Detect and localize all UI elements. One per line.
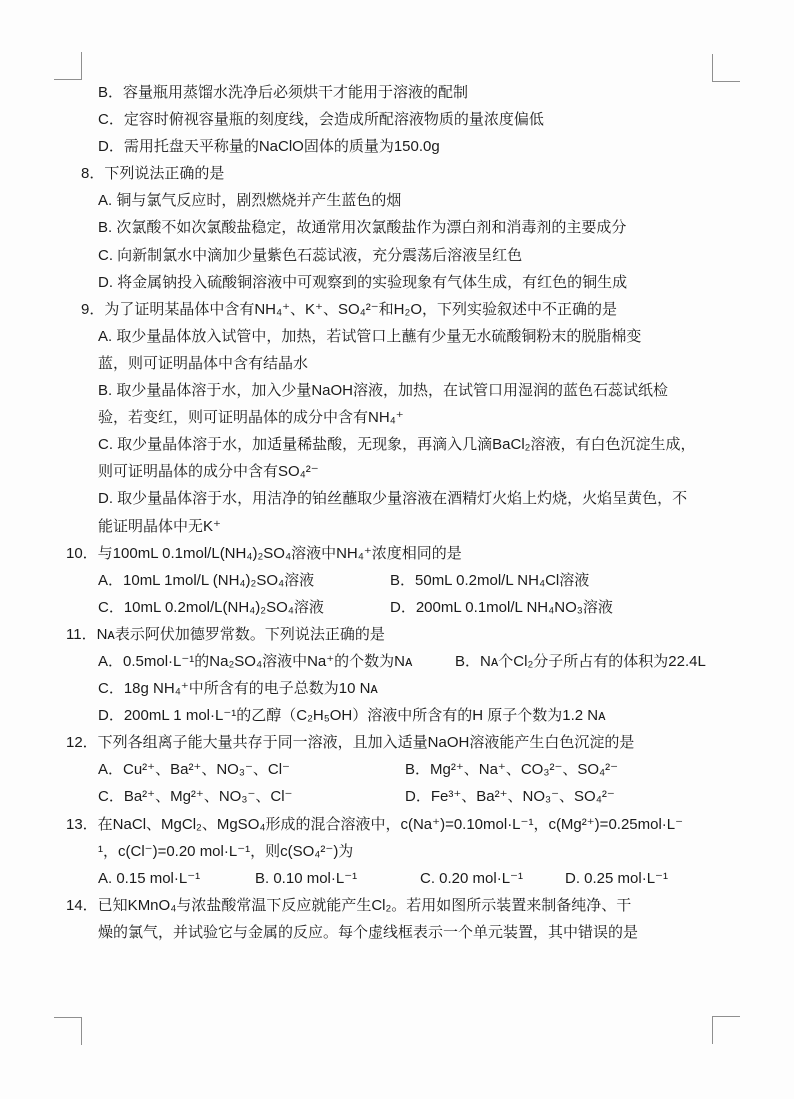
crop-mark-top-right: [712, 54, 740, 82]
crop-mark-top-left: [54, 52, 82, 80]
crop-mark-bottom-right: [712, 1016, 740, 1044]
question-11-option-a: A．0.5mol·L⁻¹的Na₂SO₄溶液中Na⁺的个数为Nᴀ: [98, 652, 413, 670]
question-9-option-d-line1: D. 取少量晶体溶于水，用洁净的铂丝蘸取少量溶液在酒精灯火焰上灼烧，火焰呈黄色，不: [98, 490, 688, 508]
crop-mark-bottom-left: [54, 1017, 82, 1045]
question-10-options-ab: [66, 567, 766, 594]
question-11-option-b: B．Nᴀ个Cl₂分子所占有的体积为22.4L: [455, 652, 706, 670]
question-12-option-d: D．Fe³⁺、Ba²⁺、NO₃⁻、SO₄²⁻: [405, 788, 615, 806]
question-13-option-c: C. 0.20 mol·L⁻¹: [420, 869, 523, 887]
exam-body: [66, 79, 766, 946]
question-10-option-b: B．50mL 0.2mol/L NH₄Cl溶液: [390, 571, 590, 589]
question-12-option-b: B．Mg²⁺、Na⁺、CO₃²⁻、SO₄²⁻: [405, 761, 619, 779]
question-12-option-c: C．Ba²⁺、Mg²⁺、NO₃⁻、Cl⁻: [98, 788, 293, 806]
question-10-stem: 10．与100mL 0.1mol/L(NH₄)₂SO₄溶液中NH₄⁺浓度相同的是: [66, 544, 462, 562]
question-8-option-a: A. 铜与氯气反应时，剧烈燃烧并产生蓝色的烟: [98, 192, 402, 210]
question-9-option-a-line1: A. 取少量晶体放入试管中，加热，若试管口上蘸有少量无水硫酸铜粉末的脱脂棉变: [98, 327, 642, 345]
question-12-stem: 12．下列各组离子能大量共存于同一溶液，且加入适量NaOH溶液能产生白色沉淀的是: [66, 734, 635, 752]
question-13-stem-line2: ¹，c(Cl⁻)=0.20 mol·L⁻¹，则c(SO₄²⁻)为: [98, 842, 354, 860]
question-9-option-b-line1: B. 取少量晶体溶于水，加入少量NaOH溶液，加热，在试管口用湿润的蓝色石蕊试纸检: [98, 382, 669, 400]
question-13-option-a: A. 0.15 mol·L⁻¹: [98, 869, 201, 887]
question-7-option-c: C．定容时俯视容量瓶的刻度线，会造成所配溶液物质的量浓度偏低: [98, 111, 544, 129]
question-13-option-b: B. 0.10 mol·L⁻¹: [255, 869, 358, 887]
question-12-options-cd: [66, 783, 766, 810]
question-8-option-b: B. 次氯酸不如次氯酸盐稳定，故通常用次氯酸盐作为漂白剂和消毒剂的主要成分: [98, 219, 627, 237]
question-9-option-a-line2: 蓝，则可证明晶体中含有结晶水: [98, 354, 309, 372]
question-12-option-a: A．Cu²⁺、Ba²⁺、NO₃⁻、Cl⁻: [98, 761, 290, 779]
question-8-option-d: D. 将金属钠投入硫酸铜溶液中可观察到的实验现象有气体生成，有红色的铜生成: [98, 273, 628, 291]
question-10-option-c: C．10mL 0.2mol/L(NH₄)₂SO₄溶液: [98, 598, 324, 616]
question-7-option-d: D．需用托盘天平称量的NaClO固体的质量为150.0g: [98, 138, 440, 156]
question-9-option-d-line2: 能证明晶体中无K⁺: [98, 517, 221, 535]
question-11-option-c: C．18g NH₄⁺中所含有的电子总数为10 Nᴀ: [98, 680, 378, 698]
question-12-options-ab: [66, 756, 766, 783]
question-8-stem: 8．下列说法正确的是: [81, 165, 225, 183]
question-7-option-b: B．容量瓶用蒸馏水洗净后必须烘干才能用于溶液的配制: [98, 84, 469, 101]
question-11-options-ab: [66, 648, 766, 675]
question-11-option-d: D．200mL 1 mol·L⁻¹的乙醇（C₂H₅OH）溶液中所含有的H 原子个数为1.2 Nᴀ: [98, 707, 606, 725]
question-10-options-cd: [66, 594, 766, 621]
question-9-option-b-line2: 验，若变红，则可证明晶体的成分中含有NH₄⁺: [98, 409, 404, 427]
question-9-option-c-line2: 则可证明晶体的成分中含有SO₄²⁻: [98, 463, 319, 481]
question-13-options: [66, 865, 766, 892]
question-14-stem-line2: 燥的氯气，并试验它与金属的反应。每个虚线框表示一个单元装置，其中错误的是: [98, 923, 639, 941]
question-13-stem-line1: 13．在NaCl、MgCl₂、MgSO₄形成的混合溶液中，c(Na⁺)=0.10mol·L⁻¹，c(Mg²⁺)=0.25mol·L⁻: [66, 815, 684, 833]
question-13-option-d: D. 0.25 mol·L⁻¹: [565, 869, 668, 887]
question-11-stem: 11．Nᴀ表示阿伏加德罗常数。下列说法正确的是: [66, 625, 385, 643]
question-9-option-c-line1: C. 取少量晶体溶于水，加适量稀盐酸，无现象，再滴入几滴BaCl₂溶液，有白色沉淀生成，: [98, 436, 696, 454]
question-8-option-c: C. 向新制氯水中滴加少量紫色石蕊试液，充分震荡后溶液呈红色: [98, 246, 523, 264]
question-10-option-a: A．10mL 1mol/L (NH₄)₂SO₄溶液: [98, 571, 315, 589]
question-14-stem-line1: 14．已知KMnO₄与浓盐酸常温下反应就能产生Cl₂。若用如图所示装置来制备纯净、干: [66, 896, 632, 914]
question-9-stem: 9．为了证明某晶体中含有NH₄⁺、K⁺、SO₄²⁻和H₂O，下列实验叙述中不正确的是: [81, 300, 618, 318]
question-10-option-d: D．200mL 0.1mol/L NH₄NO₃溶液: [390, 598, 613, 616]
